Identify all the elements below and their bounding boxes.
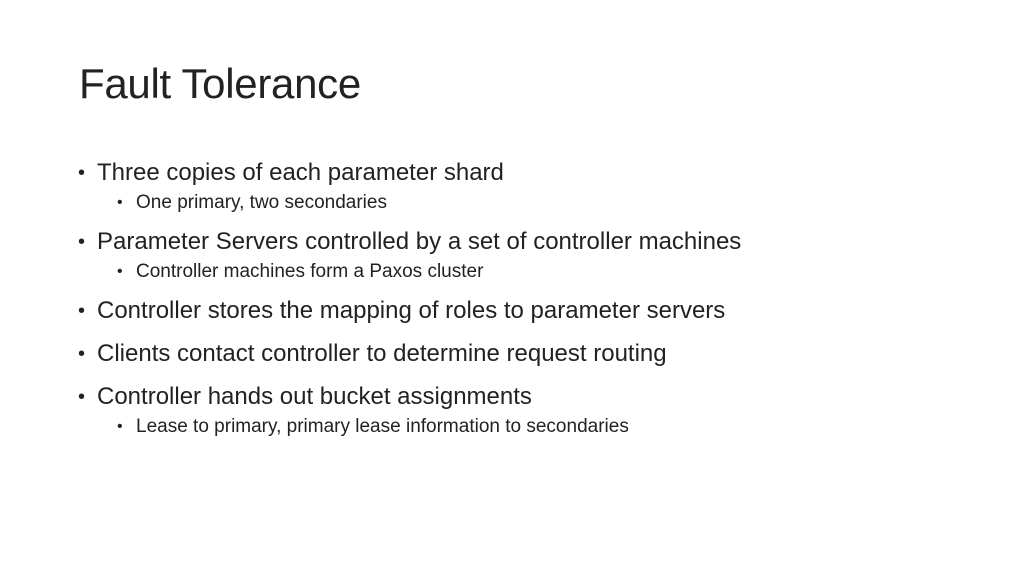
sub-bullet-text: One primary, two secondaries bbox=[136, 192, 387, 213]
bullet-text: Three copies of each parameter shard bbox=[97, 159, 504, 186]
bullet-dot-icon: • bbox=[117, 263, 123, 280]
bullet-item bbox=[0, 380, 1024, 414]
bullet-dot-icon: • bbox=[78, 162, 86, 184]
bullet-dot-icon: • bbox=[78, 231, 86, 253]
bullet-dot-icon: • bbox=[117, 194, 123, 211]
bullet-dot-icon: • bbox=[78, 343, 86, 365]
bullet-item bbox=[0, 156, 1024, 190]
sub-bullet-item bbox=[0, 414, 1024, 440]
bullet-list bbox=[0, 152, 1024, 440]
sub-bullet-text: Controller machines form a Paxos cluster bbox=[136, 261, 484, 282]
bullet-dot-icon: • bbox=[117, 418, 123, 435]
sub-bullet-text: Lease to primary, primary lease information to secondaries bbox=[136, 416, 629, 437]
bullet-dot-icon: • bbox=[78, 386, 86, 408]
sub-bullet-item bbox=[0, 259, 1024, 285]
bullet-text: Controller stores the mapping of roles to parameter servers bbox=[97, 297, 726, 324]
bullet-text: Clients contact controller to determine request routing bbox=[97, 340, 667, 367]
bullet-dot-icon: • bbox=[78, 300, 86, 322]
bullet-item bbox=[0, 294, 1024, 328]
bullet-item bbox=[0, 225, 1024, 259]
bullet-text: Controller hands out bucket assignments bbox=[97, 383, 532, 410]
sub-bullet-item bbox=[0, 190, 1024, 216]
slide-title: Fault Tolerance bbox=[79, 60, 361, 107]
bullet-text: Parameter Servers controlled by a set of controller machines bbox=[97, 228, 742, 255]
bullet-item bbox=[0, 337, 1024, 371]
